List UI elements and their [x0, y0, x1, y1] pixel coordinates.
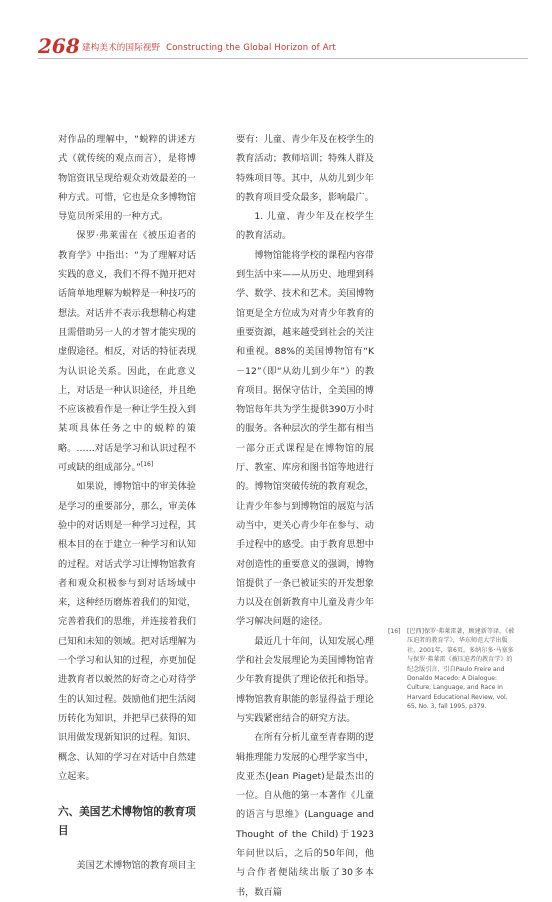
right-column [236, 130, 374, 902]
running-header [38, 34, 528, 60]
paragraph: 要有：儿童、青少年及在校学生的教育活动；教师培训；特殊人群及特殊项目等。其中，从幼儿到少年的教育项目受众最多，影响最广。 [236, 134, 374, 203]
page-number: 268 [38, 34, 80, 58]
running-title [82, 41, 336, 53]
numbered-subheading: 1. 儿童、青少年及在校学生的教育活动。 [236, 211, 374, 242]
running-title-cn: 建构美术的国际视野 [82, 43, 161, 53]
paragraph: 最近几十年间，认知发展心理学和社会发展理论为美国博物馆青少年教育提供了理论依托和指导。博物馆教育职能的彰显得益于理论与实践紧密结合的研究方法。 [236, 635, 374, 724]
running-title-en: Constructing the Global Horizon of Art [166, 43, 336, 53]
paragraph-quote [58, 226, 196, 477]
footnote-text: [巴西]保罗·弗莱雷著，顾建新等译，《被压迫者的教育学》，华东师范大学出版社，2001年，第6页。多纳尔多·马塞多与保罗·弗莱雷《被压迫者的教育学》的纪念版引言，引自Paulo Freire and Donaldo Macedo: A Dialogue: Culture, Language, and Race in Harvard Educational Review, vol. 65, No. 3, fall 1995, p379. [407, 628, 515, 711]
paragraph: 对作品的理解中，“蜕粹的讲述方式（就传统的观点而言），是将博物馆资讯呈现给观众劝效最差的一种方式。可惜，它也是众多博物馆导览员所采用的一种方式。 [58, 134, 196, 223]
paragraph: 美国艺术博物馆的教育项目主 [76, 860, 196, 872]
paragraph: 如果说，博物馆中的审美体验是学习的重要部分，那么，审美体验中的对话则是一种学习过程，其根本目的在于建立一种学习和认知的过程。对话式学习让博物馆教育者和观众积极参与到对话场域中来，这种经历磨炼着我们的知觉，完善着我们的思维，并连接着我们已知和未知的领域。把对话理解为一个学习和认知的过程，亦更加促进教育者以蜕然的好奇之心对待学生的认知过程。鼓励他们把生活阅历转化为知识，并把早已获得的知识用做发现新知识的过程。知识、概念、认知的学习在对话中自然建立起来。 [58, 481, 196, 782]
footnote [389, 627, 517, 712]
section-heading: 六、美国艺术博物馆的教育项目 [58, 806, 196, 838]
paragraph: 在所有分析儿童至青春期的逻辑推理能力发展的心理学家当中，皮亚杰(Jean Piaget)是最杰出的一位。自从他的第一本著作《儿童的语言与思维》(Language and Thought of the Child)于1923年问世以后，之后的50年间，他与合作者便陆续出版了30多本书，数百篇 [236, 732, 374, 898]
footnote-reference[interactable]: [16] [140, 460, 154, 468]
left-column [58, 130, 196, 875]
header-rule [38, 58, 528, 59]
footnote-label: [16] [388, 628, 401, 635]
quote-text: 保罗·弗莱雷在《被压迫者的教育学》中指出：“为了理解对话实践的意义，我们不得不抛开把对话简单地理解为蜕粹是一种技巧的想法。对话并不表示我想精心构建且需借助另一人的才智才能实现的虚假途径。相反，对话的特征表现为认识论关系。因此，在此意义上，对话是一种认识途径，并且绝不应该被看作是一种让学生投入到某项具体任务之中的蜕粹的策略。……对话是学习和认识过程不可或缺的组成部分。” [58, 230, 196, 474]
paragraph: 博物馆能将学校的课程内容带到生活中来——从历史、地理到科学、数学、技术和艺术。美国博物馆更是全方位成为对青少年教育的重要资源，越来越受到社会的关注和重视。88%的美国博物馆有“K－12”（即“从幼儿到少年”）的教育项目。据保守估计，全美国的博物馆每年共为学生提供390万小时的服务。各种层次的学生都有相当一部分正式课程是在博物馆的展厅、教室、库房和图书馆等地进行的。博物馆突破传统的教育观念，让青少年参与到博物馆的展览与活动当中，更关心青少年在参与、动手过程中的感受。由于教育思想中对创造性的重要意义的强调，博物馆提供了一条已被证实的开发想象力以及在创新教育中儿童及青少年学习解决问题的途径。 [236, 249, 374, 628]
